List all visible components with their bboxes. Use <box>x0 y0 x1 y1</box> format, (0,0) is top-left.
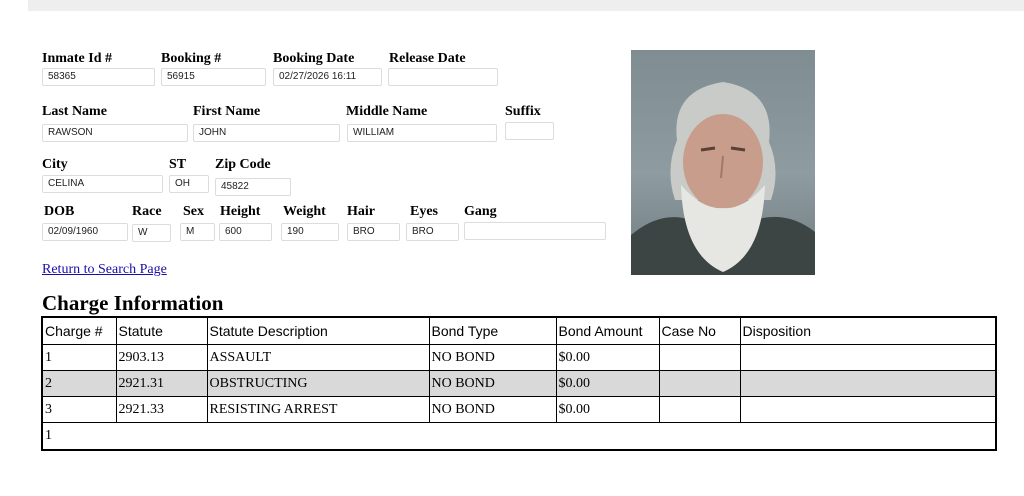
race-label: Race <box>132 204 162 219</box>
gang-label: Gang <box>464 204 497 219</box>
city-label: City <box>42 157 68 172</box>
suffix-field[interactable] <box>505 122 554 140</box>
inmate-id-label: Inmate Id # <box>42 51 113 66</box>
statute-description-cell: OBSTRUCTING <box>207 371 429 397</box>
bond-type-cell: NO BOND <box>429 397 556 423</box>
hair-label: Hair <box>347 204 375 219</box>
eyes-label: Eyes <box>410 204 438 219</box>
bond-amount-cell: $0.00 <box>556 371 659 397</box>
race-field[interactable]: W <box>132 224 171 242</box>
height-field[interactable]: 600 <box>219 223 272 241</box>
column-header-bond-type: Bond Type <box>429 317 556 345</box>
height-label: Height <box>220 204 261 219</box>
case-no-cell <box>659 397 740 423</box>
suffix-label: Suffix <box>505 104 541 119</box>
city-field[interactable]: CELINA <box>42 175 163 193</box>
first-name-field[interactable]: JOHN <box>193 124 340 142</box>
eyes-field[interactable]: BRO <box>406 223 459 241</box>
booking-photo <box>631 50 815 275</box>
table-row <box>42 371 996 397</box>
sex-label: Sex <box>183 204 204 219</box>
column-header-statute: Statute <box>116 317 207 345</box>
weight-field[interactable]: 190 <box>281 223 339 241</box>
hair-field[interactable]: BRO <box>347 223 400 241</box>
disposition-cell <box>740 345 996 371</box>
bond-amount-cell: $0.00 <box>556 345 659 371</box>
column-header-disposition: Disposition <box>740 317 996 345</box>
column-header-bond-amount: Bond Amount <box>556 317 659 345</box>
state-field[interactable]: OH <box>169 175 209 193</box>
return-to-search-link[interactable]: Return to Search Page <box>42 262 167 277</box>
case-no-cell <box>659 371 740 397</box>
booking-date-field[interactable]: 02/27/2026 16:11 <box>273 68 382 86</box>
table-row <box>42 345 996 371</box>
statute-cell: 2921.31 <box>116 371 207 397</box>
statute-description-cell: ASSAULT <box>207 345 429 371</box>
zip-code-field[interactable]: 45822 <box>215 178 291 196</box>
booking-date-label: Booking Date <box>273 51 355 66</box>
charge-no-cell: 3 <box>42 397 116 423</box>
sex-field[interactable]: M <box>180 223 215 241</box>
column-header-charge-no: Charge # <box>42 317 116 345</box>
table-header-row <box>42 317 996 345</box>
weight-label: Weight <box>283 204 326 219</box>
bond-amount-cell: $0.00 <box>556 397 659 423</box>
charge-no-cell: 1 <box>42 345 116 371</box>
table-footer-row <box>42 423 996 451</box>
booking-photo-graphic <box>631 50 815 275</box>
middle-name-label: Middle Name <box>346 104 428 119</box>
statute-description-cell: RESISTING ARREST <box>207 397 429 423</box>
column-header-case-no: Case No <box>659 317 740 345</box>
booking-no-field[interactable]: 56915 <box>161 68 266 86</box>
release-date-label: Release Date <box>389 51 466 66</box>
browser-top-bar <box>28 0 1024 11</box>
bond-type-cell: NO BOND <box>429 345 556 371</box>
last-name-field[interactable]: RAWSON <box>42 124 188 142</box>
bond-type-cell: NO BOND <box>429 371 556 397</box>
statute-cell: 2903.13 <box>116 345 207 371</box>
table-row <box>42 397 996 423</box>
dob-label: DOB <box>44 204 75 219</box>
first-name-label: First Name <box>193 104 261 119</box>
release-date-field[interactable] <box>388 68 498 86</box>
case-no-cell <box>659 345 740 371</box>
disposition-cell <box>740 397 996 423</box>
inmate-id-field[interactable]: 58365 <box>42 68 155 86</box>
middle-name-field[interactable]: WILLIAM <box>347 124 497 142</box>
last-name-label: Last Name <box>42 104 107 119</box>
disposition-cell <box>740 371 996 397</box>
zip-code-label: Zip Code <box>215 157 271 172</box>
statute-cell: 2921.33 <box>116 397 207 423</box>
charge-no-cell: 2 <box>42 371 116 397</box>
booking-no-label: Booking # <box>161 51 222 66</box>
state-label: ST <box>169 157 187 172</box>
charge-information-heading: Charge Information <box>42 291 224 315</box>
gang-field[interactable] <box>464 222 606 240</box>
column-header-statute-description: Statute Description <box>207 317 429 345</box>
page-count-cell: 1 <box>42 423 996 451</box>
charges-table <box>41 316 997 451</box>
dob-field[interactable]: 02/09/1960 <box>42 223 128 241</box>
